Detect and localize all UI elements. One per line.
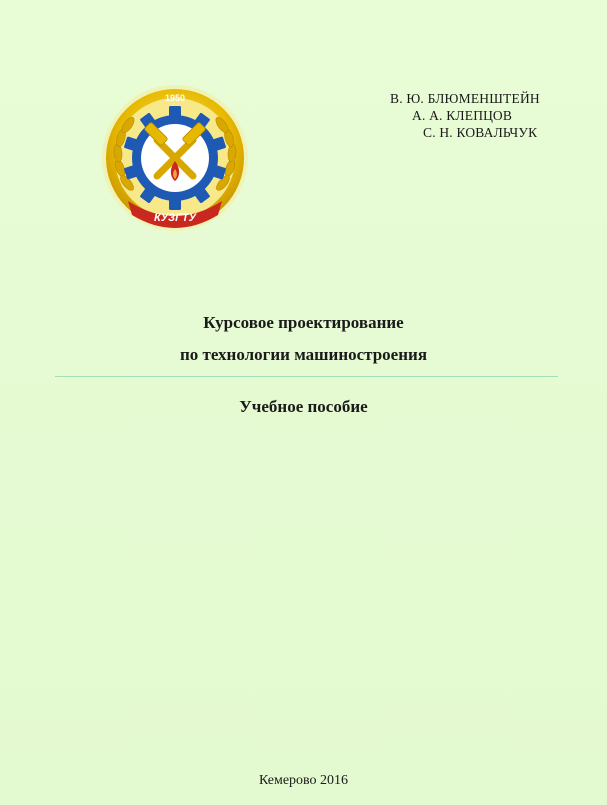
authors-list [390, 90, 590, 141]
author-2: А. А. КЛЕПЦОВ [412, 108, 513, 123]
publication-place-year: Кемерово 2016 [258, 773, 349, 788]
logo-year: 1950 [164, 93, 186, 103]
title-line-2: по технологии машиностроения [179, 345, 428, 364]
author-3: С. Н. КОВАЛЬЧУК [423, 125, 538, 140]
author-1: В. Ю. БЛЮМЕНШТЕЙН [390, 91, 540, 106]
document-subtitle: Учебное пособие [239, 397, 368, 416]
document-title [0, 307, 607, 371]
university-emblem-logo [100, 83, 250, 233]
title-divider [55, 376, 558, 377]
title-line-1: Курсовое проектирование [203, 313, 404, 332]
logo-name: КУЗГТУ [153, 212, 197, 224]
